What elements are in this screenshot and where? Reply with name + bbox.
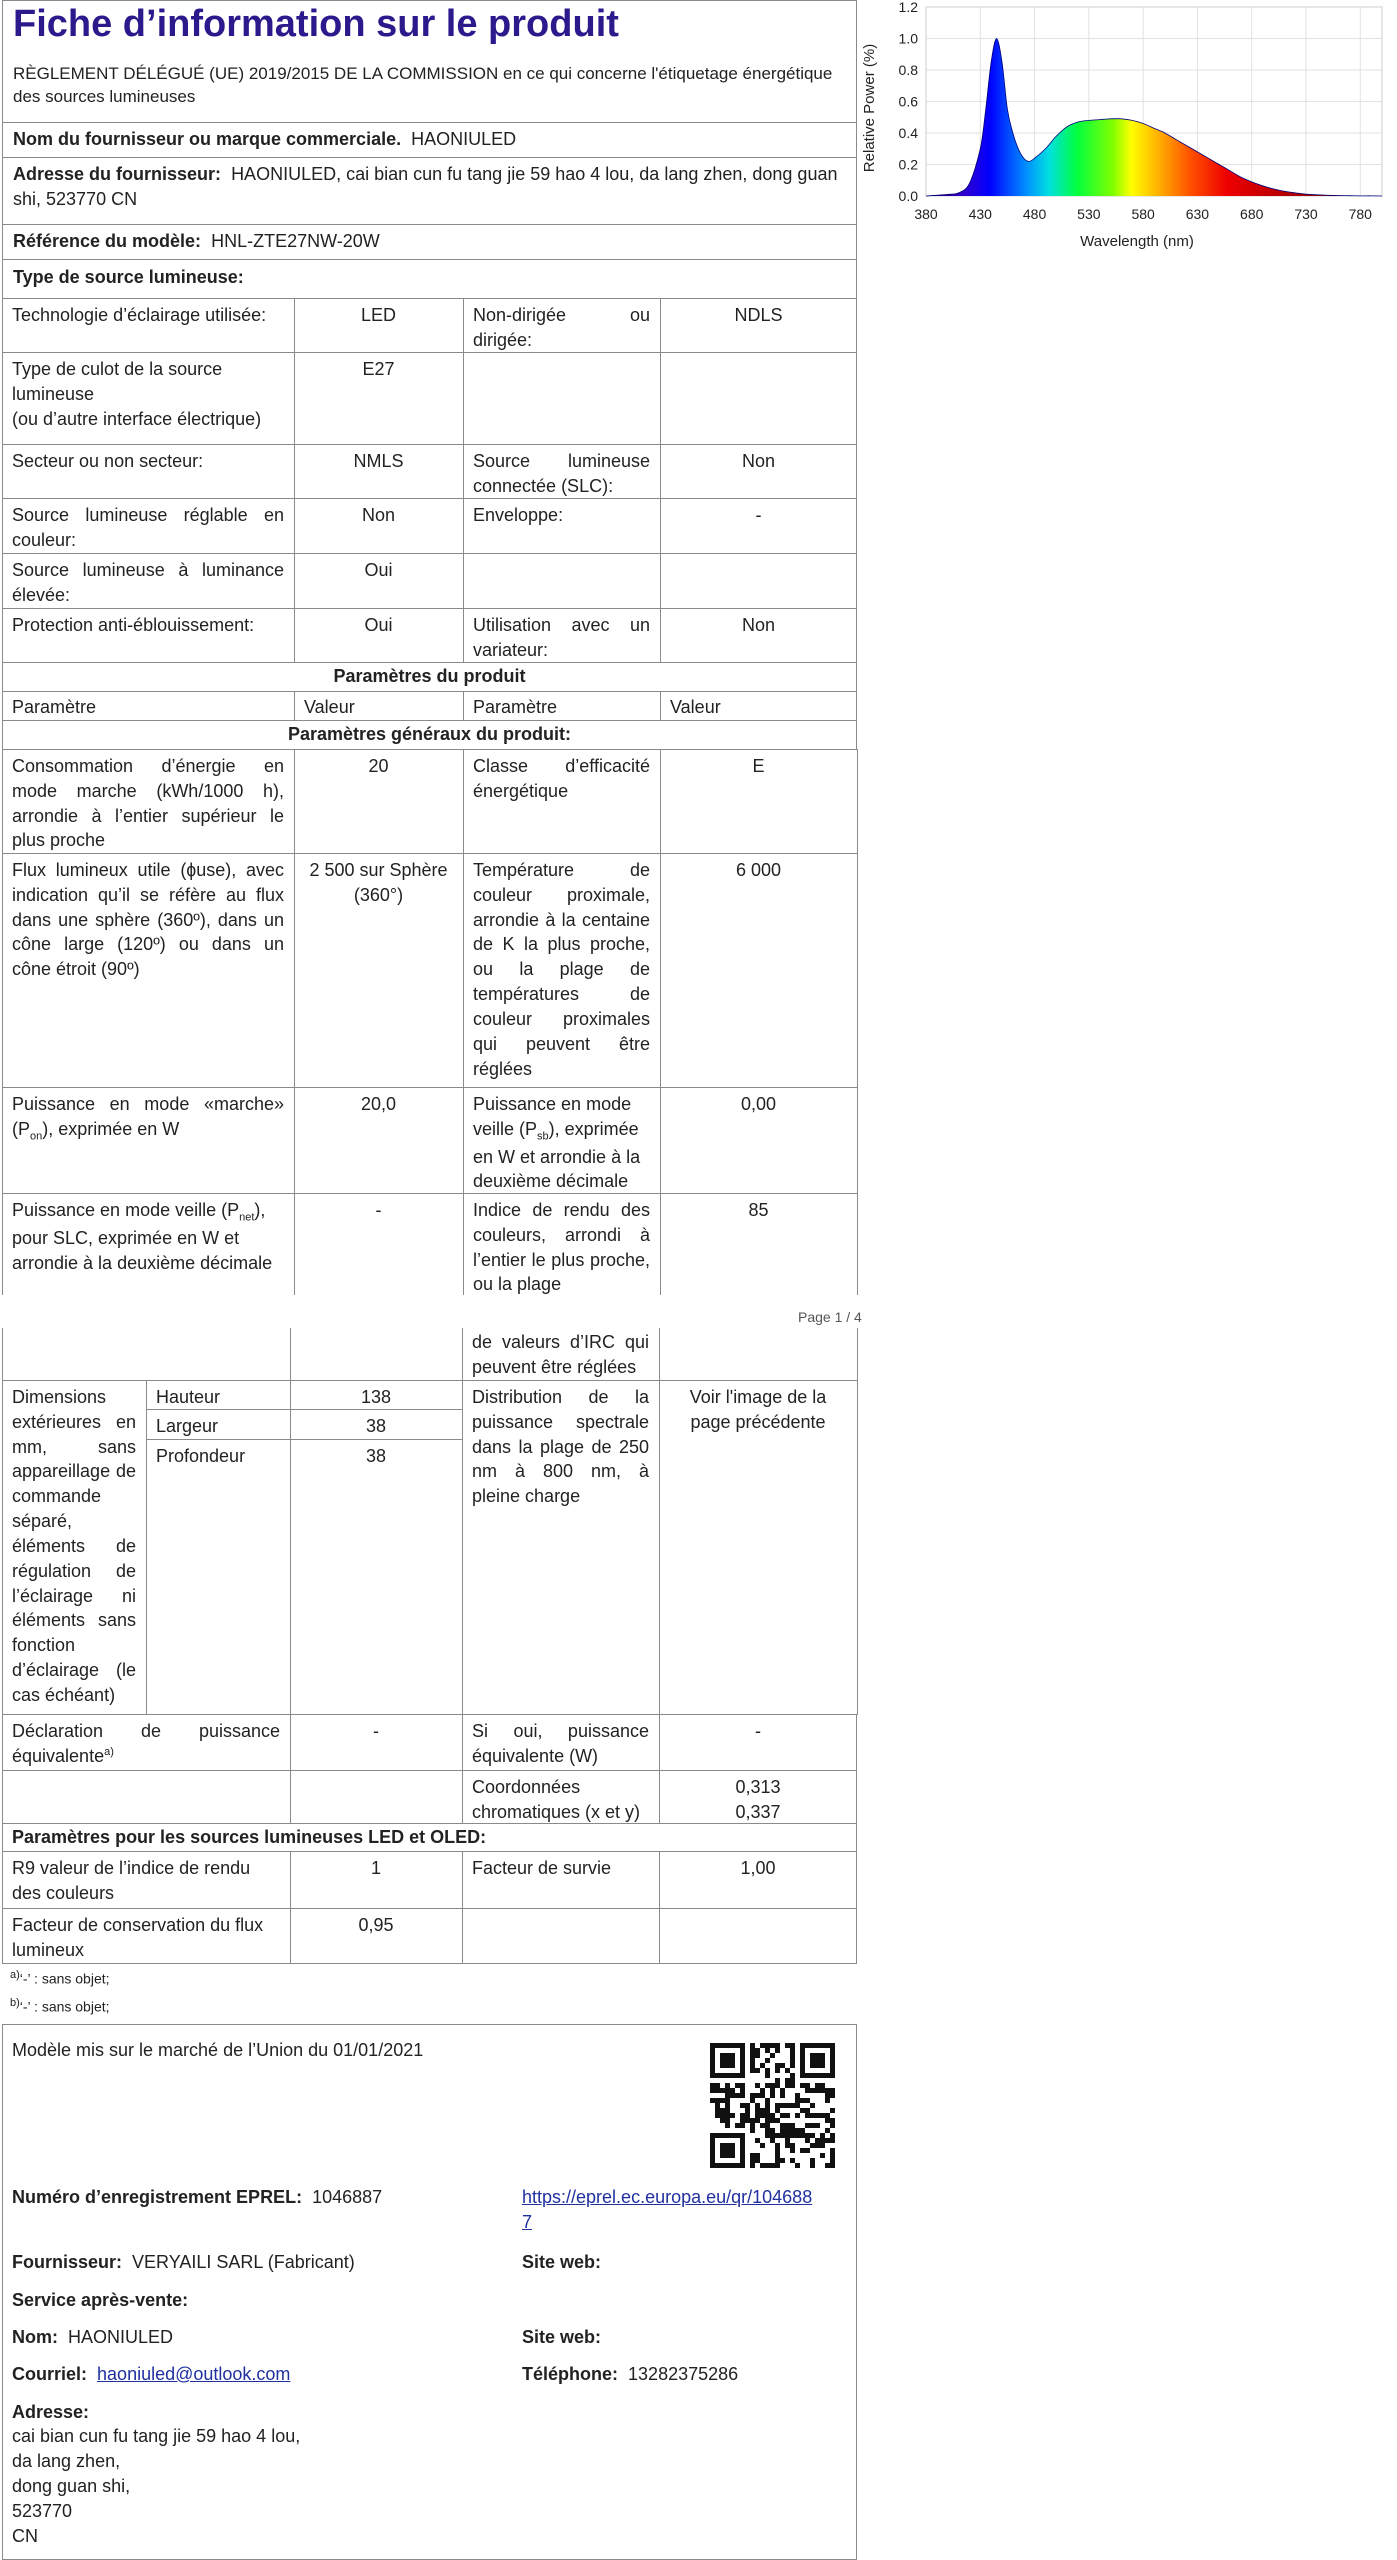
market-date: Modèle mis sur le marché de l’Union du 01/01/2021 xyxy=(12,2040,424,2060)
qr-code-icon[interactable] xyxy=(710,2043,835,2168)
lumen-maintenance-value: 0,95 xyxy=(358,1915,394,1935)
standby-power-label-a: Puissance en mode veille (P xyxy=(473,1094,632,1139)
phone-label: Téléphone: xyxy=(522,2364,619,2384)
dim-height-value: 138 xyxy=(360,1387,392,1407)
x-axis-label: Wavelength (nm) xyxy=(1080,233,1194,250)
footnote-b xyxy=(10,1996,110,2017)
on-mode-power-sub: on xyxy=(30,1130,43,1143)
equiv-power-value: - xyxy=(373,1721,379,1741)
luminous-flux-label: Flux lumineux utile (ɸuse), avec indication qu’il se réfère au flux dans une sphère (360º), dans un cône large (120º) ou dans un cône étroit (90º) xyxy=(12,860,284,980)
equiv-watt-label: Si oui, puissance équivalente (W) xyxy=(472,1721,649,1766)
y-tick-labels xyxy=(899,0,919,204)
survival-label: Facteur de survie xyxy=(472,1858,612,1878)
x-tick-label: 580 xyxy=(1131,206,1155,222)
footnote-b-mark: b) xyxy=(10,1997,20,2009)
footnote-a xyxy=(10,1968,110,1989)
cap-type-label-note: (ou d’autre interface électrique) xyxy=(12,408,262,429)
standby-power-value: 0,00 xyxy=(740,1094,777,1114)
connected-value: Non xyxy=(741,451,776,471)
email-link[interactable]: haoniuled@outlook.com xyxy=(97,2364,291,2384)
spectrum-area xyxy=(926,39,1382,197)
x-tick-labels xyxy=(914,206,1372,222)
footnote-a-mark: a) xyxy=(10,1969,20,1981)
cap-type-label-text: Type de culot de la source lumineuse xyxy=(12,359,223,404)
color-tunable-value: Non xyxy=(361,505,396,525)
cri-value: 85 xyxy=(748,1200,769,1220)
x-tick-label: 530 xyxy=(1077,206,1101,222)
on-mode-power-label xyxy=(2,1090,294,1147)
address-line: da lang zhen, xyxy=(12,2451,121,2471)
y-tick-label: 1.2 xyxy=(898,0,918,15)
regulation-text: RÈGLEMENT DÉLÉGUÉ (UE) 2019/2015 DE LA COMMISSION en ce qui concerne l'étiquetage énergétique des sources lumineuses xyxy=(13,64,833,107)
address-label: Adresse: xyxy=(12,2402,90,2422)
cap-type-label xyxy=(2,355,294,433)
cap-type-value: E27 xyxy=(362,359,395,379)
energy-consumption-value: 20 xyxy=(368,756,389,776)
source-type-heading: Type de source lumineuse: xyxy=(13,267,244,287)
cri-label-part2: de valeurs d’IRC qui peuvent être réglées xyxy=(472,1332,649,1377)
footnote-a-text: ‘-’ : sans objet; xyxy=(19,1970,110,1987)
eprel-link[interactable] xyxy=(522,2185,822,2235)
dimensions-label: Dimensions extérieures en mm, sans appareillage de commande séparé, éléments de régulation de l’éclairage ni éléments sans fonction d’éclairage (le cas échéant) xyxy=(12,1387,136,1705)
eprel-number xyxy=(12,2185,382,2210)
page-title: Fiche d’information sur le produit xyxy=(13,3,619,45)
spd-value: Voir l'image de la page précédente xyxy=(689,1387,827,1432)
spectral-power-chart xyxy=(858,0,1397,255)
service-website-label: Site web: xyxy=(522,2327,602,2347)
x-tick-label: 680 xyxy=(1240,206,1264,222)
dim-width-value: 38 xyxy=(365,1416,387,1436)
address-block xyxy=(12,2424,300,2549)
connected-label: Source lumineuse connectée (SLC): xyxy=(473,451,650,496)
directional-value: NDLS xyxy=(734,305,783,325)
x-tick-label: 630 xyxy=(1185,206,1210,222)
x-tick-label: 430 xyxy=(968,206,992,222)
y-tick-label: 0.4 xyxy=(898,125,918,141)
luminous-flux-value: 2 500 sur Sphère (360°) xyxy=(309,860,448,905)
phone-line xyxy=(522,2362,738,2387)
y-tick-label: 0.6 xyxy=(898,93,918,110)
x-tick-label: 730 xyxy=(1294,206,1318,222)
equiv-power-label-text: Déclaration de puissance équivalente xyxy=(12,1721,280,1766)
email-label: Courriel: xyxy=(12,2364,88,2384)
chromaticity-x: 0,313 xyxy=(735,1777,781,1797)
address-line: CN xyxy=(12,2526,38,2546)
dim-depth-value: 38 xyxy=(365,1446,387,1466)
chromaticity-label: Coordonnées chromatiques (x et y) xyxy=(472,1777,641,1822)
y-tick-label: 0.8 xyxy=(898,62,918,78)
dimmable-value: Non xyxy=(741,615,776,635)
cct-label: Température de couleur proximale, arrondie à la centaine de K la plus proche, ou la plage de températures de couleur proximales qui peuvent être réglées xyxy=(473,860,650,1079)
x-tick-label: 380 xyxy=(914,206,938,222)
service-name-label: Nom: xyxy=(12,2327,58,2347)
col-value-1: Valeur xyxy=(304,697,355,717)
envelope-label: Enveloppe: xyxy=(473,505,564,525)
anti-glare-label: Protection anti-éblouissement: xyxy=(12,615,255,635)
led-params-heading: Paramètres pour les sources lumineuses LED et OLED: xyxy=(12,1827,487,1847)
mains-value: NMLS xyxy=(353,451,404,471)
model-label: Référence du modèle: xyxy=(13,231,202,251)
equiv-watt-value: - xyxy=(755,1721,761,1741)
dim-width-label: Largeur xyxy=(156,1416,219,1436)
r9-label: R9 valeur de l’indice de rendu des couleurs xyxy=(12,1858,251,1903)
reg-supplier-label: Fournisseur: xyxy=(12,2252,123,2272)
equiv-power-label xyxy=(2,1717,290,1771)
survival-value: 1,00 xyxy=(740,1858,776,1878)
address-line: dong guan shi, xyxy=(12,2476,131,2496)
on-mode-power-value: 20,0 xyxy=(360,1094,397,1114)
equiv-power-sup: a) xyxy=(104,1745,114,1758)
email-line xyxy=(12,2362,290,2387)
mains-label: Secteur ou non secteur: xyxy=(12,451,204,471)
efficiency-class-label: Classe d’efficacité énergétique xyxy=(473,756,650,801)
supplier-name-label: Nom du fournisseur ou marque commerciale. xyxy=(13,129,402,149)
y-axis-label: Relative Power (%) xyxy=(861,43,878,173)
dim-depth-label: Profondeur xyxy=(156,1446,246,1466)
reg-supplier-value: VERYAILI SARL (Fabricant) xyxy=(132,2252,355,2272)
col-param-2: Paramètre xyxy=(473,697,558,717)
anti-glare-value: Oui xyxy=(364,615,393,635)
spd-label: Distribution de la puissance spectrale dans la plage de 250 nm à 800 nm, à pleine charge xyxy=(472,1387,649,1507)
service-heading: Service après-vente: xyxy=(12,2290,189,2310)
networked-standby-label xyxy=(2,1196,294,1277)
networked-standby-label-b: ), pour SLC, exprimée en W et arrondie à la deuxième décimale xyxy=(12,1200,273,1273)
efficiency-class-value: E xyxy=(752,756,765,776)
eprel-label: Numéro d’enregistrement EPREL: xyxy=(12,2187,303,2207)
model-value: HNL-ZTE27NW-20W xyxy=(211,231,380,251)
high-luminance-value: Oui xyxy=(364,560,393,580)
y-tick-label: 1.0 xyxy=(898,30,918,47)
supplier-name-value: HAONIULED xyxy=(411,129,517,149)
chromaticity-y: 0,337 xyxy=(735,1801,781,1822)
standby-power-label-b: ), exprimée en W et arrondie à la deuxième décimale xyxy=(473,1118,641,1192)
supplier-name xyxy=(13,127,516,152)
networked-standby-label-a: Puissance en mode veille (P xyxy=(12,1200,240,1220)
color-tunable-label: Source lumineuse réglable en couleur: xyxy=(12,505,284,550)
website-label: Site web: xyxy=(522,2252,602,2272)
high-luminance-label: Source lumineuse à luminance élevée: xyxy=(12,560,284,605)
supplier-address-label: Adresse du fournisseur: xyxy=(13,164,222,184)
general-params-heading: Paramètres généraux du produit: xyxy=(287,724,572,744)
supplier-address-value: HAONIULED, cai bian cun fu tang jie 59 hao 4 lou, da lang zhen, dong guan shi, 523770 CN xyxy=(13,164,838,209)
service-name xyxy=(12,2325,173,2350)
x-tick-label: 780 xyxy=(1348,206,1372,222)
on-mode-power-label-b: ), exprimée en W xyxy=(42,1118,180,1139)
eprel-link-text[interactable]: https://eprel.ec.europa.eu/qr/1046887 xyxy=(522,2187,813,2232)
page-number: Page 1 / 4 xyxy=(798,1309,862,1325)
standby-power-sub: sb xyxy=(537,1130,549,1143)
networked-standby-value: - xyxy=(375,1200,382,1220)
supplier-line xyxy=(12,2250,355,2275)
phone-value: 13282375286 xyxy=(628,2364,739,2384)
y-tick-label: 0.2 xyxy=(898,156,918,173)
cri-label-part1: Indice de rendu des couleurs, arrondi à l’entier le plus proche, ou la plage xyxy=(473,1200,650,1295)
col-param-1: Paramètre xyxy=(12,697,97,717)
technology-value: LED xyxy=(360,305,396,325)
service-name-value: HAONIULED xyxy=(68,2327,174,2347)
energy-consumption-label: Consommation d’énergie en mode marche (kWh/1000 h), arrondie à l’entier supérieur le plus proche xyxy=(12,756,284,851)
footnote-b-text: ‘-’ : sans objet; xyxy=(19,1998,110,2015)
r9-value: 1 xyxy=(370,1858,381,1878)
col-value-2: Valeur xyxy=(670,697,721,717)
chromaticity-value xyxy=(659,1773,857,1827)
cct-value: 6 000 xyxy=(735,860,782,880)
dimmable-label: Utilisation avec un variateur: xyxy=(473,615,650,660)
networked-standby-sub: net xyxy=(239,1211,255,1224)
lumen-maintenance-label: Facteur de conservation du flux lumineux xyxy=(12,1915,264,1960)
address-line: 523770 xyxy=(12,2501,73,2521)
eprel-value: 1046887 xyxy=(312,2187,383,2207)
on-mode-power-label-a: Puissance en mode «marche» (P xyxy=(12,1094,284,1139)
directional-label: Non-dirigée ou dirigée: xyxy=(473,305,650,350)
supplier-address xyxy=(13,162,843,212)
address-line: cai bian cun fu tang jie 59 hao 4 lou, xyxy=(12,2426,301,2446)
technology-label: Technologie d’éclairage utilisée: xyxy=(12,305,267,325)
x-tick-label: 480 xyxy=(1022,206,1047,222)
dim-height-label: Hauteur xyxy=(156,1387,221,1407)
model-reference xyxy=(13,229,380,254)
y-tick-label: 0.0 xyxy=(898,188,918,204)
standby-power-label xyxy=(463,1090,660,1196)
envelope-value: - xyxy=(755,505,762,525)
params-heading: Paramètres du produit xyxy=(333,666,526,686)
